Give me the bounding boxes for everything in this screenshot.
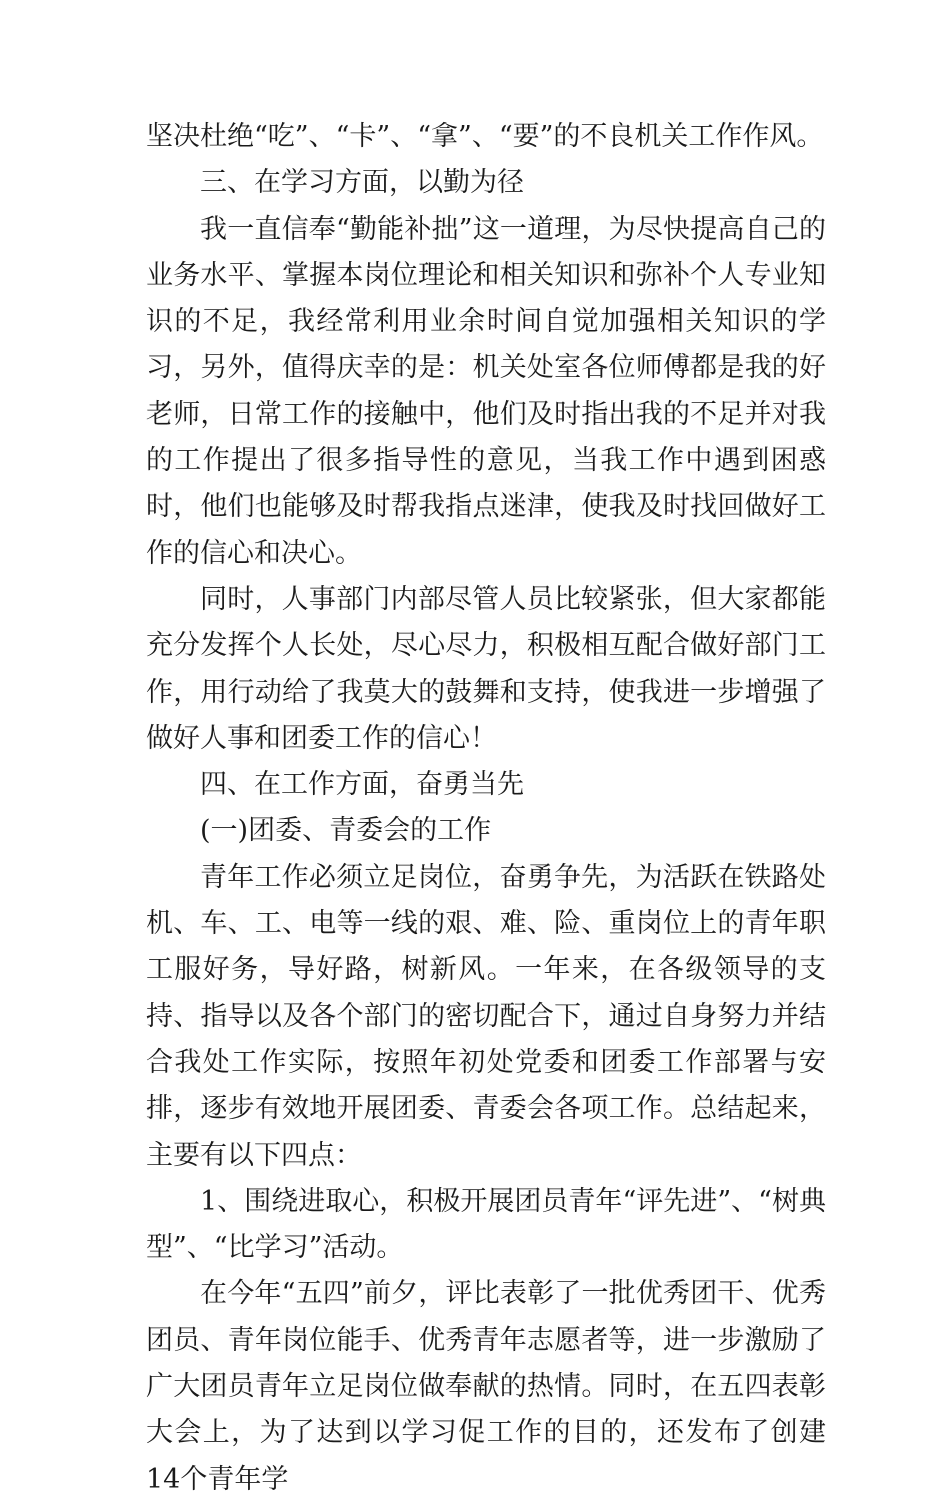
list-item-1: 1、围绕进取心，积极开展团员青年“评先进”、“树典型”、“比学习”活动。 <box>146 1185 826 1264</box>
paragraph-department: 同时，人事部门内部尽管人员比较紧张，但大家都能充分发挥个人长处，尽心尽力，积极相互配合做好部门工作，用行动给了我莫大的鼓舞和支持，使我进一步增强了做好人事和团委工作的信心！ <box>146 583 826 754</box>
section-heading-work: 四、在工作方面，奋勇当先 <box>200 769 524 801</box>
paragraph-continuation: 坚决杜绝“吃”、“卡”、“拿”、“要”的不良机关工作作风。 <box>146 121 824 152</box>
paragraph-may-fourth: 在今年“五四”前夕，评比表彰了一批优秀团干、优秀团员、青年岗位能手、优秀青年志愿者等，进一步激励了广大团员青年立足岗位做奉献的热情。同时，在五四表彰大会上，为了达到以学习促工作的目的，还发布了创建14个青年学 <box>146 1278 826 1495</box>
paragraph-youth-work: 青年工作必须立足岗位，奋勇争先，为活跃在铁路处机、车、工、电等一线的艰、难、险、重岗位上的青年职工服好务，导好路，树新风。一年来，在各级领导的支持、指导以及各个部门的密切配合下，通过自身努力并结合我处工作实际，按照年初处党委和团委工作部署与安排，逐步有效地开展团委、青委会各项工作。总结起来，主要有以下四点： <box>146 861 826 1171</box>
subsection-heading-youth-league: (一)团委、青委会的工作 <box>200 815 492 847</box>
paragraph-study: 我一直信奉“勤能补拙”这一道理，为尽快提高自己的业务水平、掌握本岗位理论和相关知识和弥补个人专业知识的不足，我经常利用业余时间自觉加强相关知识的学习，另外，值得庆幸的是：机关处室各位师傅都是我的好老师，日常工作的接触中，他们及时指出我的不足并对我的工作提出了很多指导性的意见，当我工作中遇到困惑时，他们也能够及时帮我指点迷津，使我及时找回做好工作的信心和决心。 <box>146 213 826 569</box>
document-body <box>146 114 826 1503</box>
section-heading-study: 三、在学习方面，以勤为径 <box>200 167 524 199</box>
